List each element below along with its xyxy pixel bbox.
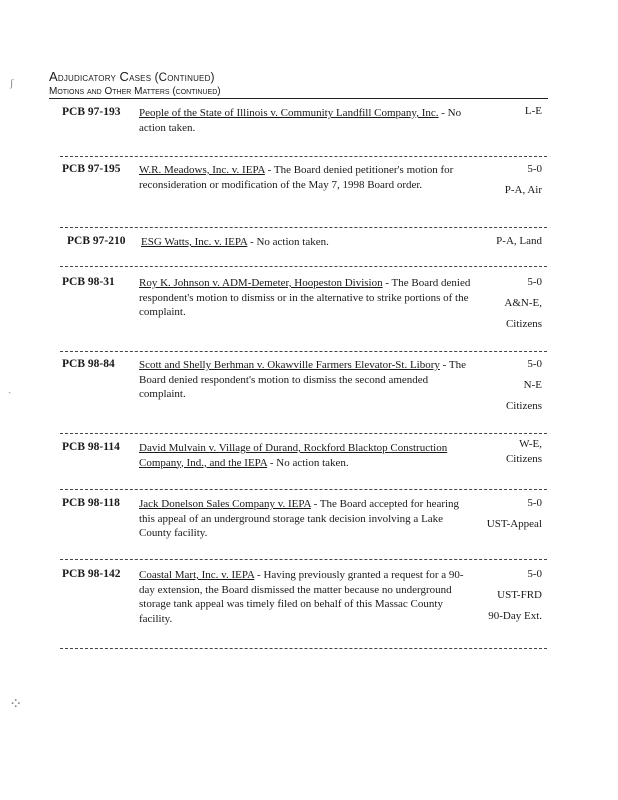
header-divider: [49, 98, 548, 99]
case-description: [139, 568, 474, 626]
vote-line: 5-0: [527, 163, 542, 175]
title-cap-2: C: [119, 69, 130, 84]
vote-line: P-A, Land: [496, 235, 542, 247]
case-number: PCB 98-31: [62, 276, 115, 288]
case-parties: ESG Watts, Inc. v. IEPA: [141, 236, 248, 248]
case-vote: [452, 564, 542, 627]
case-vote: [452, 493, 542, 535]
vote-line: UST-Appeal: [486, 518, 542, 530]
case-number: PCB 97-193: [62, 106, 121, 118]
vote-line: 5-0: [527, 497, 542, 509]
case-number: PCB 98-84: [62, 358, 115, 370]
case-divider: [60, 489, 547, 490]
scan-mark: ˎ: [8, 383, 12, 394]
case-description: [139, 441, 474, 470]
vote-line: 5-0: [527, 358, 542, 370]
case-description: [139, 163, 474, 192]
case-number: PCB 98-114: [62, 441, 120, 453]
case-description: [139, 497, 474, 541]
case-vote: [452, 437, 542, 467]
case-parties: Coastal Mart, Inc. v. IEPA: [139, 569, 255, 581]
case-divider: [60, 433, 547, 434]
case-parties: David Mulvain v. Village of Durand, Rockford Blacktop Construction Company, Ind., and the IEPA: [139, 442, 448, 469]
case-vote: [452, 272, 542, 335]
case-action: - No action taken.: [247, 236, 329, 248]
vote-line: 5-0: [527, 568, 542, 580]
case-action: - No action taken.: [267, 456, 349, 469]
case-divider: [60, 156, 547, 157]
section-title: [49, 69, 215, 84]
vote-line: N-E: [523, 379, 542, 391]
case-number: PCB 98-118: [62, 497, 120, 509]
title-cap-1: A: [49, 69, 58, 84]
case-parties: W.R. Meadows, Inc. v. IEPA: [139, 164, 265, 176]
vote-line: L-E: [524, 105, 542, 117]
case-action: - No action taken.: [139, 107, 462, 134]
vote-line: 5-0: [527, 276, 542, 288]
case-number: PCB 97-195: [62, 163, 121, 175]
vote-line: Citizens: [505, 318, 542, 330]
case-action: - The Board accepted for hearing this appeal of an underground storage tank decision involving a Lake County facility.: [139, 498, 460, 539]
vote-line: 90-Day Ext.: [488, 610, 542, 622]
case-action: - The Board denied respondent's motion to dismiss the second amended complaint.: [139, 359, 466, 400]
case-vote: [452, 101, 542, 122]
section-subtitle: Motions and Other Matters (continued): [49, 86, 221, 97]
vote-line: P-A, Air: [504, 184, 542, 196]
case-divider: [60, 266, 547, 267]
scan-mark: ʃ: [10, 78, 14, 89]
case-number: PCB 97-210: [67, 235, 126, 247]
case-description: [139, 358, 474, 402]
case-description: [139, 276, 474, 320]
case-parties: Scott and Shelly Berhman v. Okawville Farmers Elevator-St. Libory: [139, 359, 440, 371]
case-vote: [452, 231, 542, 252]
case-divider: [60, 351, 547, 352]
case-action: - Having previously granted a request for a 90-day extension, the Board dismissed the matter because no underground storage tank appeal was timely filed on behalf of this Massac County facility.: [139, 569, 464, 625]
case-vote: [452, 159, 542, 201]
case-action: - The Board denied petitioner's motion for reconsideration or modification of the May 7, 1998 Board order.: [139, 164, 454, 191]
case-divider: [60, 648, 547, 649]
vote-line: UST-FRD: [497, 589, 542, 601]
case-parties: Jack Donelson Sales Company v. IEPA: [139, 498, 311, 510]
case-parties: Roy K. Johnson v. ADM-Demeter, Hoopeston Division: [139, 277, 383, 289]
case-number: PCB 98-142: [62, 568, 121, 580]
case-description: [141, 235, 476, 250]
vote-line: A&N-E,: [504, 297, 542, 309]
title-rest-2: ases: [129, 72, 152, 84]
case-divider: [60, 227, 547, 228]
case-divider: [60, 559, 547, 560]
case-vote: [452, 354, 542, 417]
case-description: [139, 106, 474, 135]
scan-mark: ⁘: [9, 696, 23, 713]
title-rest-1: djudicatory: [57, 72, 117, 84]
vote-line: W-E,: [519, 438, 542, 450]
title-suffix: (Continued): [154, 72, 215, 84]
case-action: - The Board denied respondent's motion to dismiss or in the alternative to strike portions of the complaint.: [139, 277, 471, 318]
vote-line: Citizens: [505, 453, 542, 465]
vote-line: Citizens: [505, 400, 542, 412]
case-parties: People of the State of Illinois v. Community Landfill Company, Inc.: [139, 107, 439, 119]
